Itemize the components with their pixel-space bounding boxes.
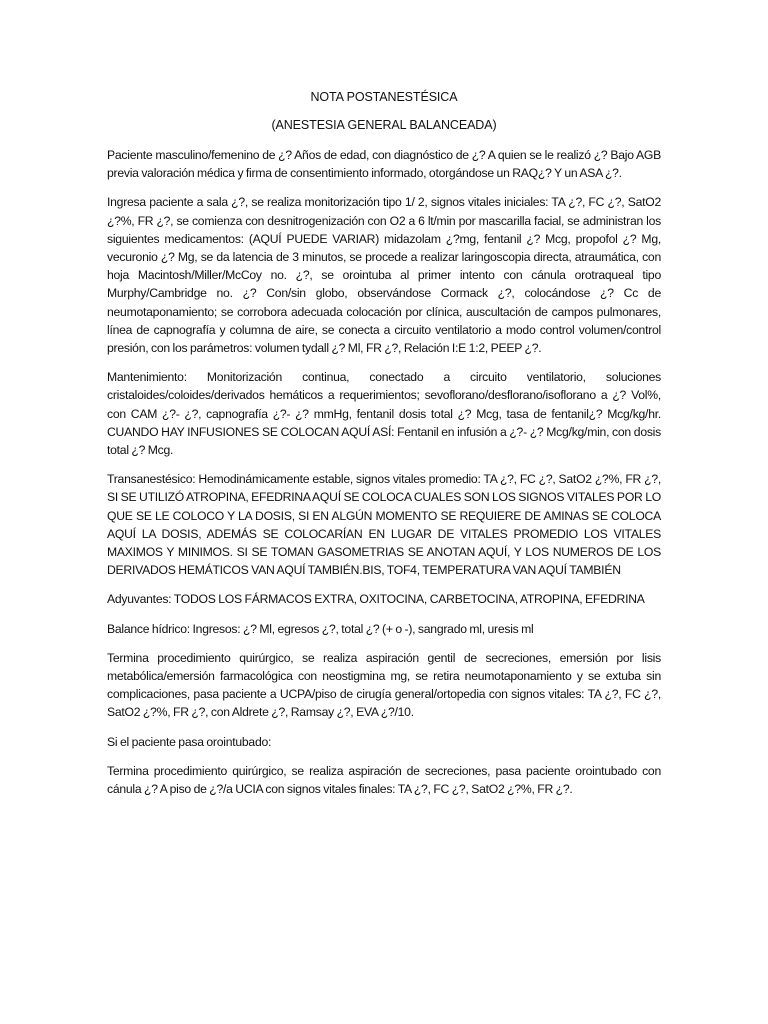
paragraph-adjuvants: Adyuvantes: TODOS LOS FÁRMACOS EXTRA, OXITOCINA, CARBETOCINA, ATROPINA, EFEDRINA bbox=[107, 592, 645, 607]
paragraph-intubated-end: Termina procedimiento quirúrgico, se realiza aspiración de secreciones, pasa paciente orointubado con cánula ¿? A piso de ¿?/a UCIA con signos vitales finales: TA ¿?, FC ¿?, SatO2 ¿?%, FR ¿?. bbox=[107, 763, 661, 797]
paragraph-procedure-end: Termina procedimiento quirúrgico, se realiza aspiración gentil de secreciones, emersión por lisis metabólica/emersión farmacológica con neostigmina mg, se retira neumotaponamiento y se extuba sin complicaciones, pasa paciente a UCPA/piso de cirugía general/ortopedia con signos vitales: TA ¿?, FC ¿?, SatO2 ¿?%, FR ¿?, con Aldrete ¿?, Ramsay ¿?, EVA ¿?/10. bbox=[107, 650, 661, 720]
paragraph-intubated-heading: Si el paciente pasa orointubado: bbox=[107, 734, 272, 749]
document-title: NOTA POSTANESTÉSICA bbox=[310, 90, 458, 104]
document-subtitle: (ANESTESIA GENERAL BALANCEADA) bbox=[271, 118, 497, 132]
paragraph-maintenance: Mantenimiento: Monitorización continua, conectado a circuito ventilatorio, soluciones cristaloides/coloides/derivados hemáticos a requerimientos; sevoflorano/desflorano/isoflorano a ¿? Vol%, con CAM ¿?- ¿?, capnografía ¿?- ¿? mmHg, fentanil dosis total ¿? Mcg, tasa de fentanil¿? Mcg/kg/hr. CUANDO HAY INFUSIONES SE COLOCAN AQUÍ ASÍ: Fentanil en infusión a ¿?- ¿? Mcg/kg/min, con dosis total ¿? Mcg. bbox=[107, 370, 661, 458]
paragraph-patient-intro: Paciente masculino/femenino de ¿? Años de edad, con diagnóstico de ¿? A quien se le realizó ¿? Bajo AGB previa valoración médica y firma de consentimiento informado, otorgándose un RAQ¿? Y un ASA ¿?. bbox=[107, 148, 661, 181]
paragraph-induction: Ingresa paciente a sala ¿?, se realiza monitorización tipo 1/ 2, signos vitales iniciales: TA ¿?, FC ¿?, SatO2 ¿?%, FR ¿?, se comienza con desnitrogenización con O2 a 6 lt/min por mascarilla facial, se administran los siguientes medicamentos: (AQUÍ PUEDE VARIAR) midazolam ¿?mg, fentanil ¿? Mcg, propofol ¿? Mg, vecuronio ¿? Mg, se da latencia de 3 minutos, se procede a realizar laringoscopia directa, atraumática, con hoja Macintosh/Miller/McCoy no. ¿?, se orointuba al primer intento con cánula orotraqueal tipo Murphy/Cambridge no. ¿? Con/sin globo, observándose Cormack ¿?, colocándose ¿? Cc de neumotaponamiento; se corrobora adecuada colocación por clínica, auscultación de campos pulmonares, línea de capnografía y columna de aire, se conecta a circuito ventilatorio a modo control volumen/control presión, con los parámetros: volumen tydall ¿? Ml, FR ¿?, Relación I:E 1:2, PEEP ¿?. bbox=[107, 195, 661, 356]
paragraph-transanesthetic: Transanestésico: Hemodinámicamente estable, signos vitales promedio: TA ¿?, FC ¿?, SatO2 ¿?%, FR ¿?, SI SE UTILIZÓ ATROPINA, EFEDRINA AQUÍ SE COLOCA CUALES SON LOS SIGNOS VITALES POR LO QUE SE LE COLOCO Y LA DOSIS, SI EN ALGÚN MOMENTO SE REQUIERE DE AMINAS SE COLOCA AQUÍ LA DOSIS, ADEMÁS SE COLOCARÍAN EN LUGAR DE VITALES PROMEDIO LOS VITALES MAXIMOS Y MINIMOS. SI SE TOMAN GASOMETRIAS SE ANOTAN AQUÍ, Y LOS NUMEROS DE LOS DERIVADOS HEMÁTICOS VAN AQUÍ TAMBIÉN.BIS, TOF4, TEMPERATURA VAN AQUÍ TAMBIÉN bbox=[107, 472, 661, 578]
document-page bbox=[107, 88, 661, 809]
paragraph-fluid-balance: Balance hídrico: Ingresos: ¿? Ml, egresos ¿?, total ¿? (+ o -), sangrado ml, uresis ml bbox=[107, 621, 534, 636]
